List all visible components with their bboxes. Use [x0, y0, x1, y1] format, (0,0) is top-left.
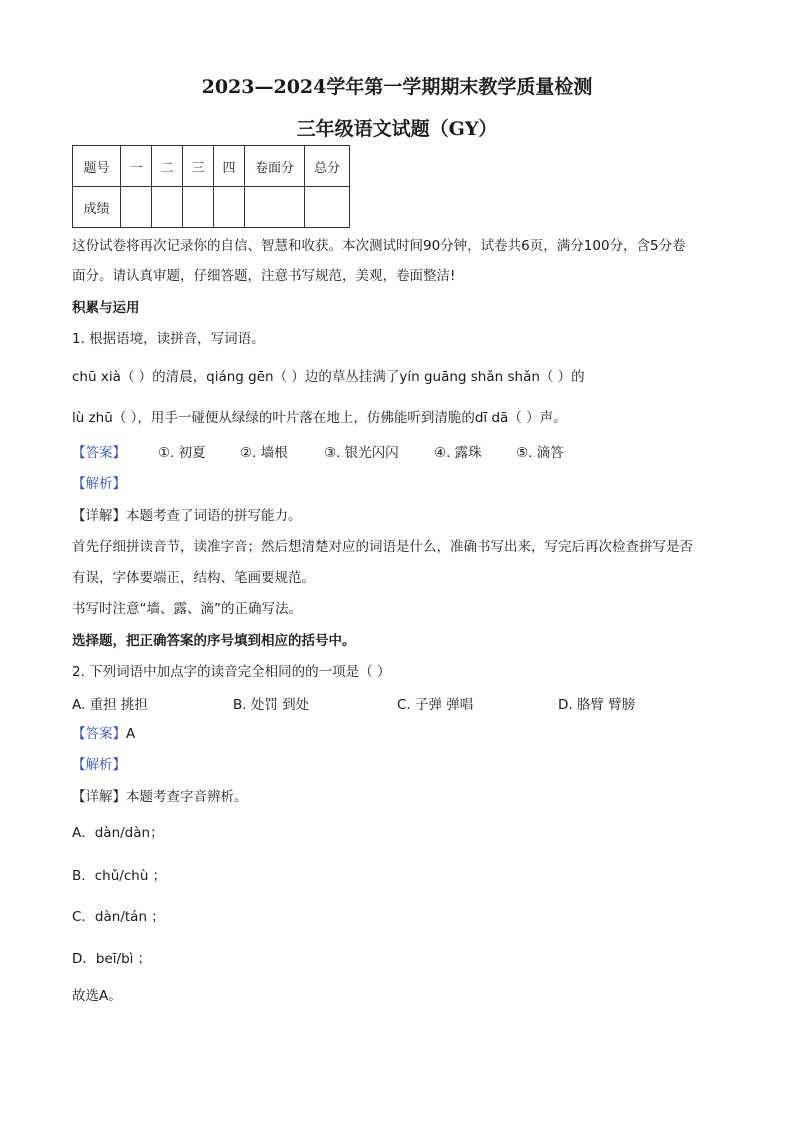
reading-line: B．chǔ/chù ； [72, 868, 167, 884]
score-table [72, 145, 350, 228]
score-cell [305, 187, 350, 228]
score-row-label: 成绩 [73, 187, 121, 228]
exam-title: 2023—2024学年第一学期期末教学质量检测 [201, 76, 593, 98]
section-heading: 积累与运用 [72, 300, 140, 316]
score-cell [121, 187, 152, 228]
analysis-tag: 【解析】 [72, 757, 126, 773]
answer-item: ②. 墙根 [240, 445, 288, 461]
analysis-tag: 【解析】 [72, 476, 126, 492]
question-text-line: lù zhū（ ），用手一碰便从绿绿的叶片落在地上，仿佛能听到清脆的dī dā（ ）声。 [72, 410, 567, 426]
explanation-line: 首先仔细拼读音节，读准字音；然后想清楚对应的词语是什么，准确书写出来，写完后再次检查拼写是否 [72, 539, 693, 555]
detail-text: 【详解】本题考查字音辨析。 [72, 789, 248, 805]
detail-text: 【详解】本题考查了词语的拼写能力。 [72, 508, 302, 524]
intro-line: 这份试卷将再次记录你的自信、智慧和收获。本次测试时间90分钟，试卷共6页，满分100分，含5分卷 [72, 238, 686, 254]
score-header-cell: 题号 [73, 146, 121, 187]
choice-option: C. 子弹 弹唱 [397, 697, 474, 713]
score-header-cell: 二 [152, 146, 183, 187]
answer-line [72, 724, 135, 744]
question-prompt: 2. 下列词语中加点字的读音完全相同的的一项是（ ） [72, 664, 391, 680]
reading-line: C．dàn/tán ； [72, 909, 165, 925]
score-cell [152, 187, 183, 228]
answer-value: A [126, 726, 136, 742]
score-header-cell: 四 [214, 146, 245, 187]
conclusion-text: 故选A。 [72, 988, 122, 1004]
score-cell [183, 187, 214, 228]
answer-tag: 【答案】 [72, 726, 126, 742]
section-heading: 选择题，把正确答案的序号填到相应的括号中。 [72, 633, 356, 649]
score-cell [245, 187, 305, 228]
explanation-line: 书写时注意“墙、露、滴”的正确写法。 [72, 601, 302, 617]
answer-tag: 【答案】 [72, 445, 126, 461]
score-header-cell: 卷面分 [245, 146, 305, 187]
answer-item: ①. 初夏 [158, 445, 206, 461]
score-header-cell: 一 [121, 146, 152, 187]
answer-item: ④. 露珠 [434, 445, 482, 461]
score-cell [214, 187, 245, 228]
score-table-score-row [73, 187, 350, 228]
choice-option: A. 重担 挑担 [72, 697, 148, 713]
answer-item: ⑤. 滴答 [516, 445, 564, 461]
intro-line: 面分。请认真审题，仔细答题，注意书写规范，美观，卷面整洁! [72, 268, 456, 284]
score-table-header-row [73, 146, 350, 187]
question-prompt: 1. 根据语境，读拼音，写词语。 [72, 331, 265, 347]
score-header-cell: 总分 [305, 146, 350, 187]
choice-option: D. 胳臂 臂膀 [558, 697, 636, 713]
choice-option: B. 处罚 到处 [233, 697, 310, 713]
score-header-cell: 三 [183, 146, 214, 187]
answer-item: ③. 银光闪闪 [324, 445, 399, 461]
question-text-line: chū xià（ ）的清晨，qiáng gēn（ ）边的草丛挂满了yín guāng shǎn shǎn（ ）的 [72, 369, 585, 385]
reading-line: A．dàn/dàn； [72, 825, 164, 841]
exam-subtitle: 三年级语文试题（GY） [296, 118, 498, 140]
explanation-line: 有误，字体要端正，结构、笔画要规范。 [72, 570, 315, 586]
reading-line: D．beī/bì ； [72, 951, 152, 967]
